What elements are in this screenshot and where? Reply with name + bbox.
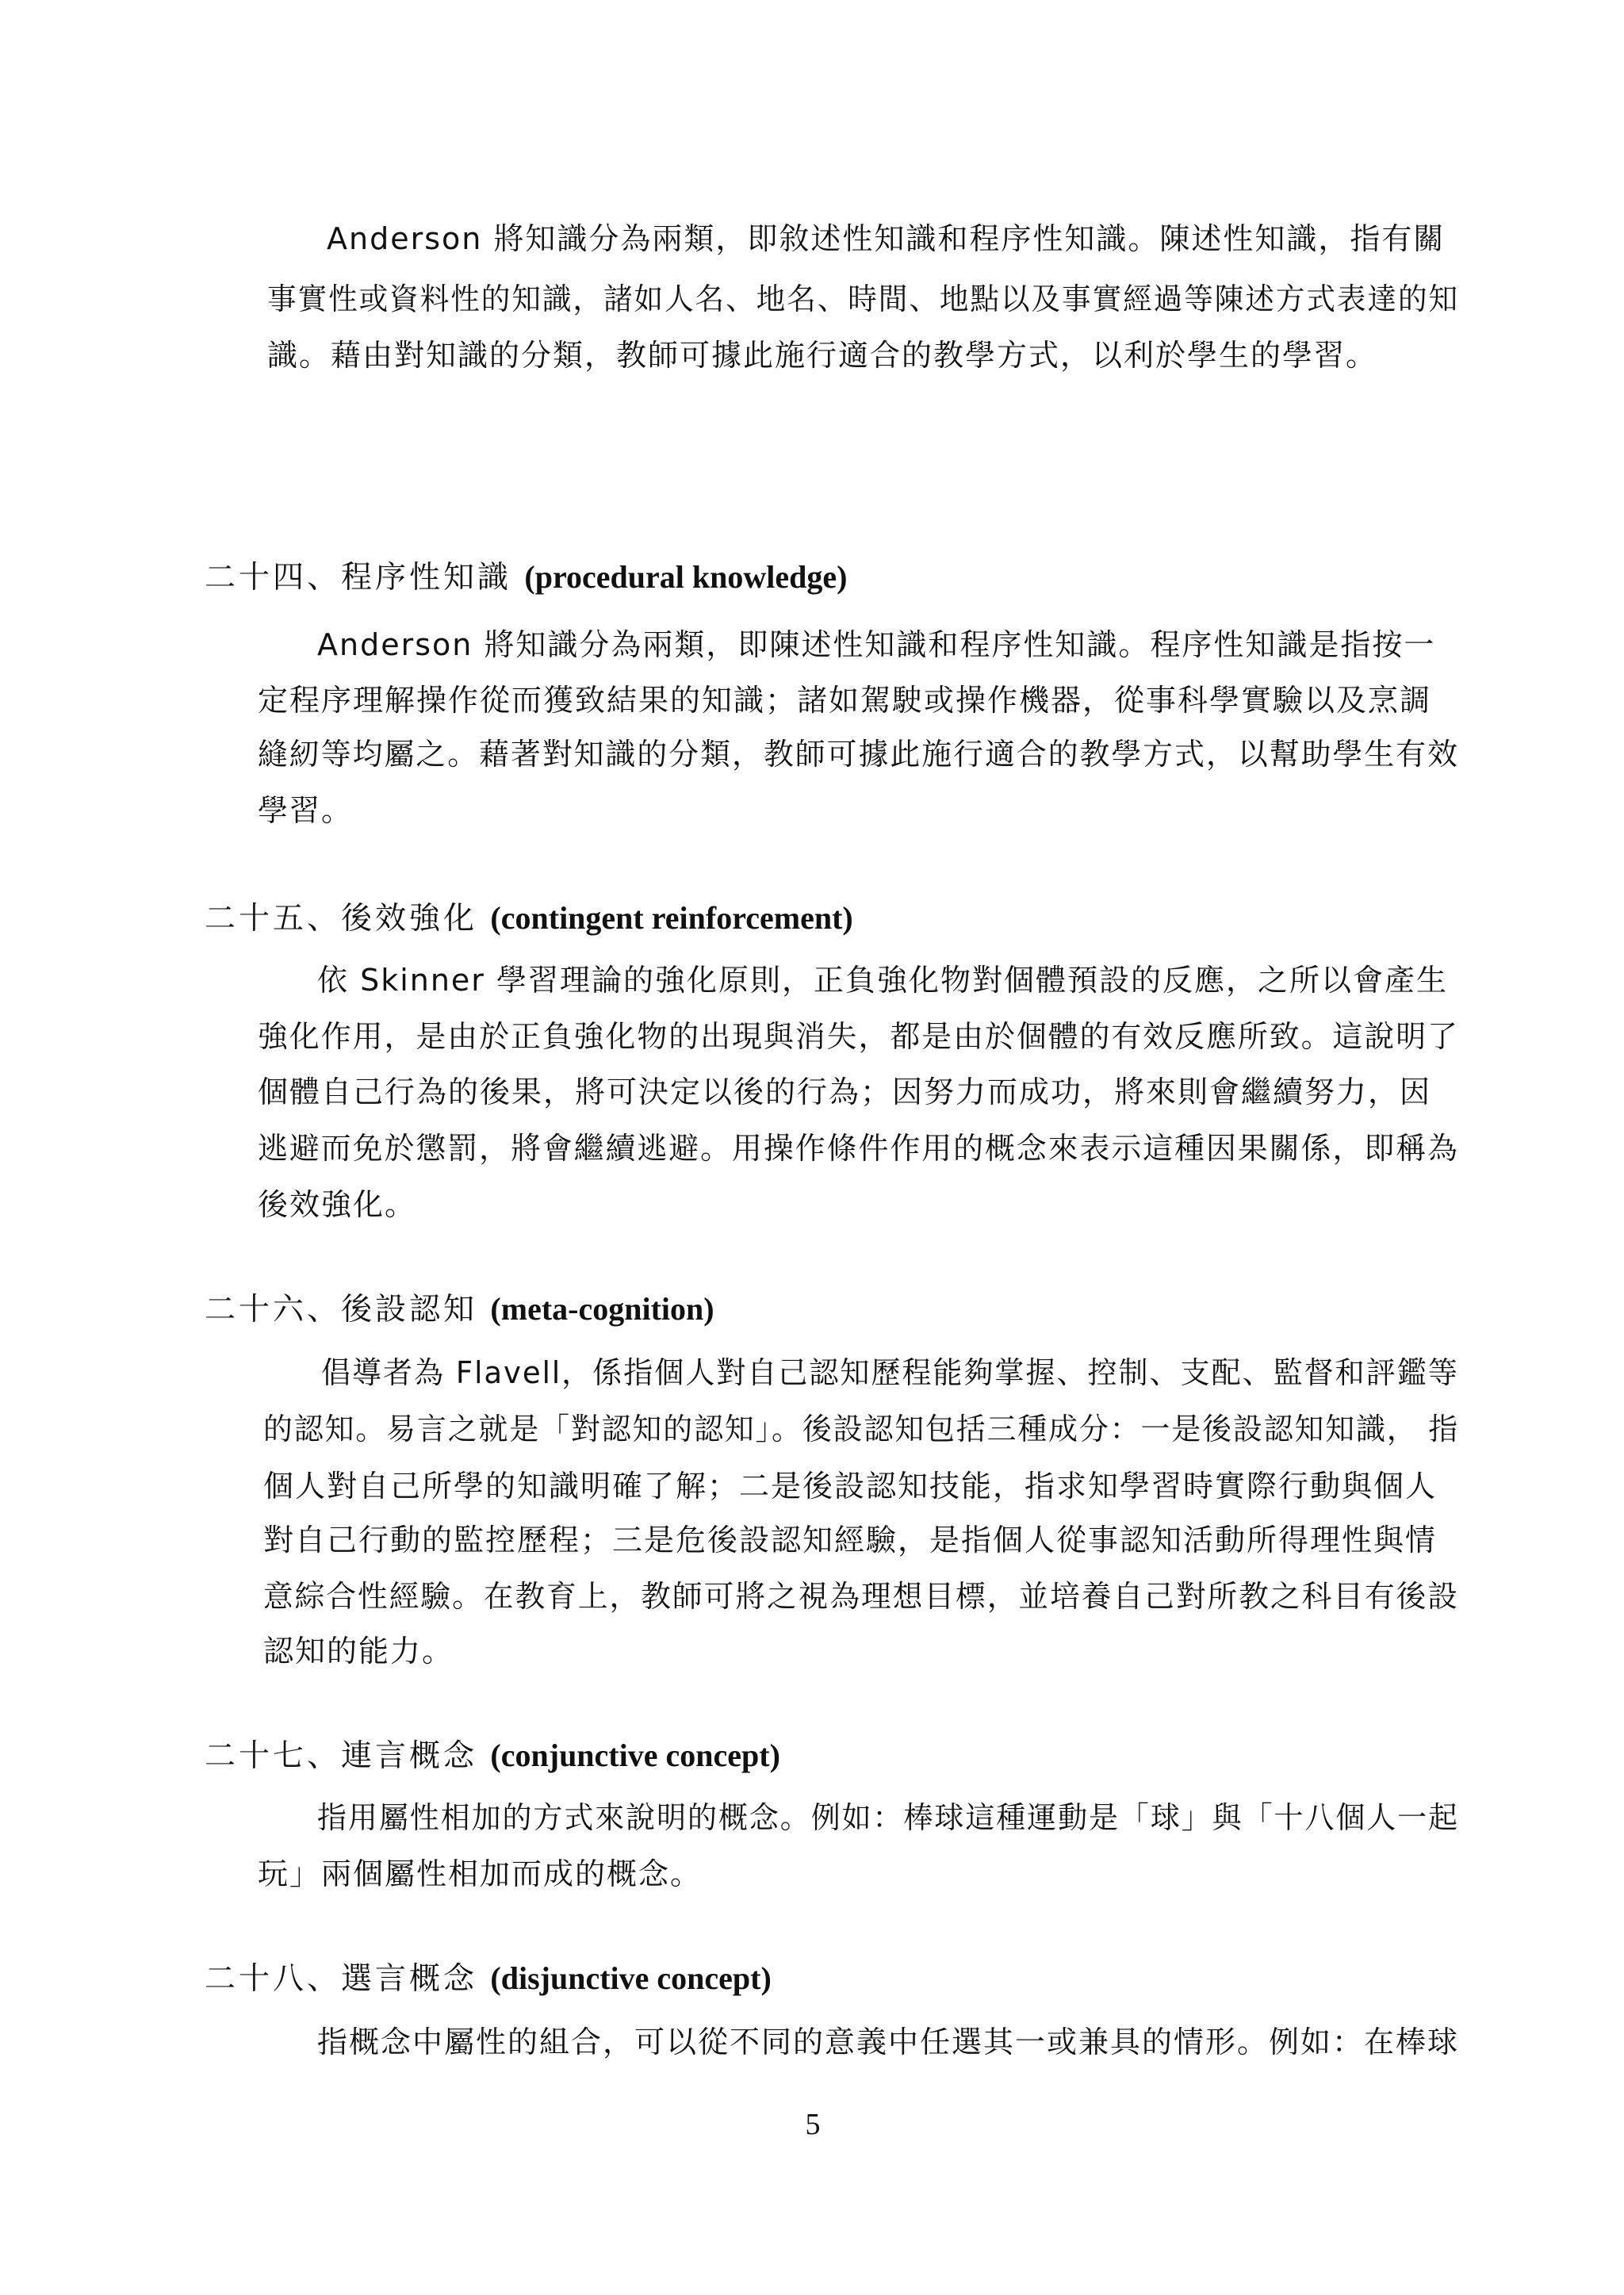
- paragraph-line: 強化作用，是由於正負強化物的出現與消失，都是由於個體的有效反應所致。這說明了: [258, 1019, 1459, 1054]
- section-heading: [205, 898, 853, 939]
- paragraph-line: 個人對自己所學的知識明確了解；二是後設認知技能，指求知學習時實際行動與個人: [263, 1469, 1438, 1504]
- section-title: 二十四、程序性知識: [205, 560, 512, 596]
- section-heading: [205, 1736, 780, 1776]
- section-term-en: (contingent reinforcement): [490, 900, 853, 936]
- paragraph-line: 倡導者為 Flavell，係指個人對自己認知歷程能夠掌握、控制、支配、監督和評鑑等: [321, 1355, 1459, 1390]
- section-term-en: (conjunctive concept): [490, 1738, 780, 1773]
- paragraph-line: 對自己行動的監控歷程；三是危後設認知經驗，是指個人從事認知活動所得理性與情: [263, 1523, 1438, 1557]
- section-heading: [205, 1289, 714, 1330]
- paragraph-line: 學習。: [258, 793, 354, 828]
- paragraph-line: 的認知。易言之就是「對認知的認知」。後設認知包括三種成分：一是後設認知知識， 指: [263, 1412, 1460, 1446]
- paragraph-line: 定程序理解操作從而獲致結果的知識；諸如駕駛或操作機器，從事科學實驗以及烹調: [258, 683, 1432, 718]
- paragraph-line: 逃避而免於懲罰，將會繼續逃避。用操作條件作用的概念來表示這種因果關係，即稱為: [258, 1131, 1459, 1166]
- paragraph-line: 指用屬性相加的方式來說明的概念。例如：棒球這種運動是「球」與「十八個人一起: [317, 1800, 1460, 1835]
- paragraph-line: 依 Skinner 學習理論的強化原則，正負強化物對個體預設的反應，之所以會產生: [317, 963, 1449, 998]
- paragraph-line: 縫紉等均屬之。藉著對知識的分類，教師可據此施行適合的教學方式，以幫助學生有效: [258, 737, 1459, 772]
- paragraph-line: 指概念中屬性的組合，可以從不同的意義中任選其一或兼具的情形。例如：在棒球: [317, 2025, 1460, 2059]
- paragraph-line: Anderson 將知識分為兩類，即敘述性知識和程序性知識。陳述性知識，指有關: [327, 221, 1446, 256]
- section-term-en: (procedural knowledge): [524, 559, 848, 595]
- paragraph-line: 後效強化。: [258, 1187, 417, 1222]
- paragraph-line: 個體自己行為的後果，將可決定以後的行為；因努力而成功，將來則會繼續努力，因: [258, 1075, 1432, 1109]
- section-title: 二十五、後效強化: [205, 901, 478, 937]
- section-title: 二十六、後設認知: [205, 1292, 478, 1328]
- paragraph-line: 識。藉由對知識的分類，教師可據此施行適合的教學方式，以利於學生的學習。: [267, 338, 1378, 373]
- section-heading: [205, 557, 847, 598]
- paragraph-line: 認知的能力。: [263, 1634, 454, 1669]
- section-title: 二十七、連言概念: [205, 1738, 478, 1774]
- section-heading: [205, 1959, 772, 1999]
- paragraph-line: 玩」兩個屬性相加而成的概念。: [258, 1856, 703, 1891]
- page-number: 5: [805, 2108, 821, 2141]
- section-title: 二十八、選言概念: [205, 1961, 478, 1997]
- section-term-en: (disjunctive concept): [490, 1960, 772, 1996]
- section-term-en: (meta-cognition): [490, 1291, 714, 1327]
- paragraph-line: Anderson 將知識分為兩類，即陳述性知識和程序性知識。程序性知識是指按一: [317, 627, 1436, 662]
- paragraph-line: 事實性或資料性的知識，諸如人名、地名、時間、地點以及事實經過等陳述方式表達的知: [267, 282, 1460, 316]
- paragraph-line: 意綜合性經驗。在教育上，教師可將之視為理想目標，並培養自己對所教之科目有後設: [263, 1579, 1460, 1614]
